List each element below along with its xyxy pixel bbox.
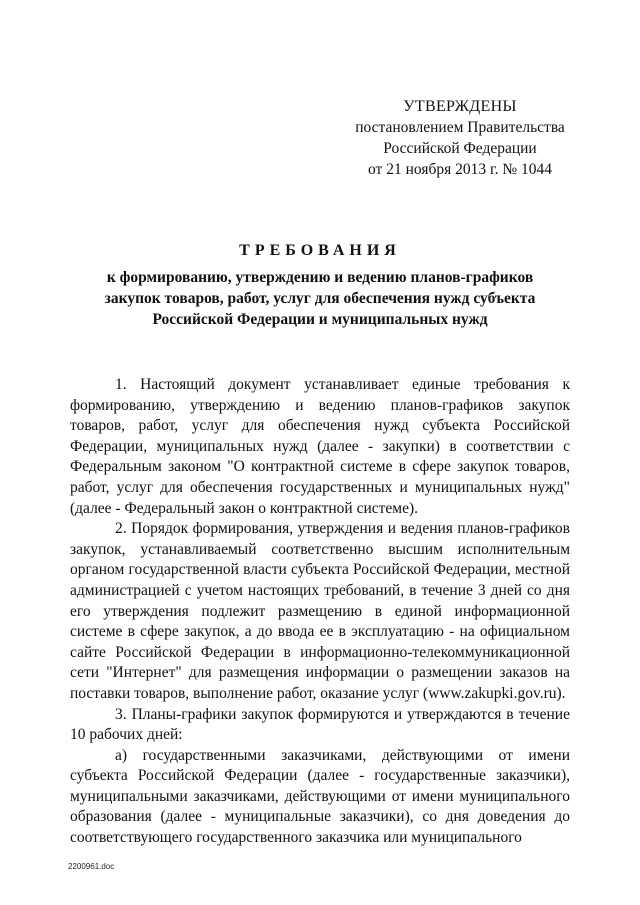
document-title: ТРЕБОВАНИЯ xyxy=(239,242,401,259)
file-name-footer: 2200961.doc xyxy=(68,862,115,871)
approval-block xyxy=(330,96,590,180)
paragraph-1: 1. Настоящий документ устанавливает единые требования к формированию, утверждению и ведению планов-графиков закупок товаров, работ, услуг для обеспечения нужд субъекта Российской Федерации, муниципальных нужд (далее - закупки) в соответствии с Федеральным законом "О контрактной системе в сфере закупок товаров, работ, услуг для обеспечения государственных и муниципальных нужд" (далее - Федеральный закон о контрактной системе). xyxy=(70,376,570,517)
approval-line: постановлением Правительства xyxy=(355,119,565,136)
approval-date: от 21 ноября 2013 г. № 1044 xyxy=(368,161,552,178)
approval-line: Российской Федерации xyxy=(383,140,537,157)
paragraph-2: 2. Порядок формирования, утверждения и ведения планов-графиков закупок, устанавливаемый соответственно высшим исполнительным органом государственной власти субъекта Российской Федерации, местной администрацией с учетом настоящих требований, в течение 3 дней со дня его утверждения подлежит размещению в единой информационной системе в сфере закупок, а до ввода ее в эксплуатацию - на официальном сайте Российской Федерации в информационно-телекоммуникационной сети "Интернет" для размещения информации о размещении заказов на поставки товаров, выполнение работ, оказание услуг (www.zakupki.gov.ru). xyxy=(70,520,570,702)
paragraph-3a: а) государственными заказчиками, действующими от имени субъекта Российской Федерации (далее - государственные заказчики), муниципальными заказчиками, действующими от имени муниципального образования (далее - муниципальные заказчики), со дня доведения до соответствующего государственного заказчика или муниципального xyxy=(70,746,570,847)
document-body xyxy=(70,375,570,849)
document-subtitle: к формированию, утверждению и ведению планов-графиков закупок товаров, работ, услуг для обеспечения нужд субъекта Российской Федерации и муниципальных нужд xyxy=(104,269,536,328)
paragraph-3: 3. Планы-графики закупок формируются и утверждаются в течение 10 рабочих дней: xyxy=(70,705,570,744)
approval-title: УТВЕРЖДЕНЫ xyxy=(403,98,517,115)
